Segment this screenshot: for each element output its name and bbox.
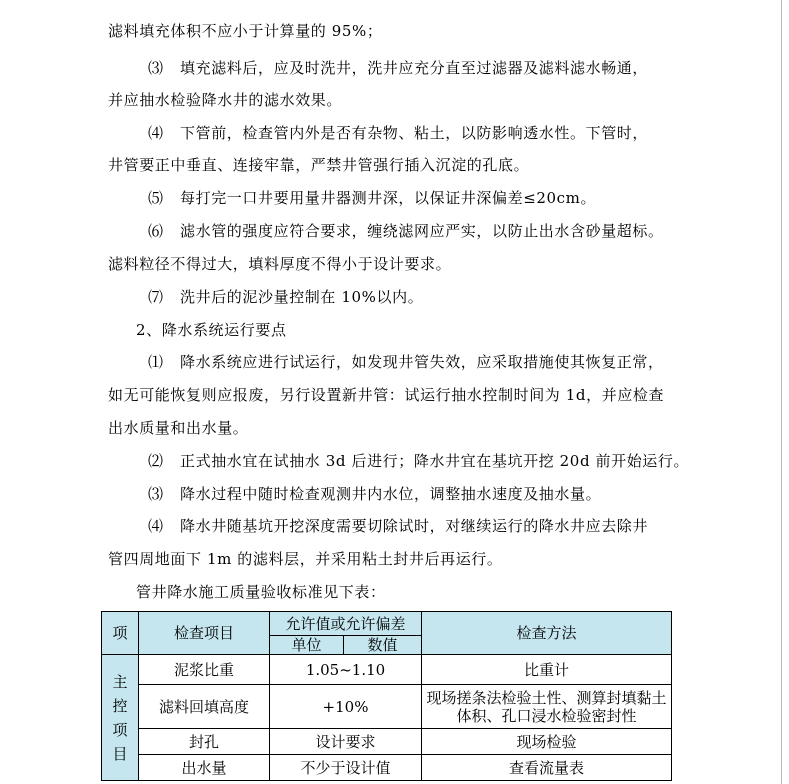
header-cell: 允许值或允许偏差 xyxy=(270,612,422,636)
table-row xyxy=(102,755,672,781)
paragraph-line: 滤料粒径不得过大，填料厚度不得小于设计要求。 xyxy=(108,255,452,273)
paragraph-line: ⑸ 每打完一口井要用量井器测井深，以保证井深偏差≤20cm。 xyxy=(148,189,597,207)
table-cell: 滤料回填高度 xyxy=(139,685,270,729)
table-cell: 出水量 xyxy=(139,755,270,781)
paragraph-line: 滤料填充体积不应小于计算量的 95%； xyxy=(108,22,383,40)
paragraph-line: ⑶ 填充滤料后，应及时洗井，洗井应充分直至过滤器及滤料滤水畅通， xyxy=(148,59,649,77)
table-row xyxy=(102,729,672,755)
table-cell: 设计要求 xyxy=(270,729,422,755)
table-cell: 1.05~1.10 xyxy=(270,655,422,685)
table-cell: 现场搓条法检验土性、测算封填黏土体积、孔口浸水检验密封性 xyxy=(422,685,672,729)
paragraph-line: ⑺ 洗井后的泥沙量控制在 10%以内。 xyxy=(148,288,424,306)
paragraph-line: ⑷ 降水井随基坑开挖深度需要切除试时，对继续运行的降水井应去除井 xyxy=(148,517,649,535)
header-cell: 检查项目 xyxy=(139,612,270,655)
section-heading: 2、降水系统运行要点 xyxy=(136,321,287,339)
table-cell: 封孔 xyxy=(139,729,270,755)
table-row xyxy=(102,655,672,685)
table-cell: 不少于设计值 xyxy=(270,755,422,781)
table-caption: 管井降水施工质量验收标准见下表： xyxy=(136,583,386,601)
table-cell: 比重计 xyxy=(422,655,672,685)
table-cell: 泥浆比重 xyxy=(139,655,270,685)
page-right-border xyxy=(781,0,782,784)
paragraph-line: 井管要正中垂直、连接牢靠，严禁井管强行插入沉淀的孔底。 xyxy=(108,156,530,174)
paragraph-line: ⑵ 正式抽水宜在试抽水 3d 后进行；降水井宜在基坑开挖 20d 前开始运行。 xyxy=(148,452,690,470)
header-cell: 项 xyxy=(102,612,139,655)
paragraph-line: 出水质量和出水量。 xyxy=(108,419,249,437)
table-cell: +10% xyxy=(270,685,422,729)
table-cell: 现场检验 xyxy=(422,729,672,755)
paragraph-line: ⑹ 滤水管的强度应符合要求，缠绕滤网应严实，以防止出水含砂量超标。 xyxy=(148,222,664,240)
paragraph-line: ⑷ 下管前，检查管内外是否有杂物、粘土，以防影响透水性。下管时， xyxy=(148,124,649,142)
table-row xyxy=(102,685,672,729)
quality-acceptance-table xyxy=(101,611,672,781)
table-cell: 查看流量表 xyxy=(422,755,672,781)
header-cell: 数值 xyxy=(344,636,422,655)
paragraph-line: 如无可能恢复则应报废，另行设置新井管：试运行抽水控制时间为 1d，并应检查 xyxy=(108,386,665,404)
paragraph-line: ⑴ 降水系统应进行试运行，如发现井管失效，应采取措施使其恢复正常， xyxy=(148,353,664,371)
header-cell: 单位 xyxy=(270,636,344,655)
paragraph-line: ⑶ 降水过程中随时检查观测井内水位，调整抽水速度及抽水量。 xyxy=(148,485,602,503)
paragraph-line: 管四周地面下 1m 的滤料层，并采用粘土封井后再运行。 xyxy=(108,550,503,568)
header-cell: 检查方法 xyxy=(422,612,672,655)
paragraph-line: 并应抽水检验降水井的滤水效果。 xyxy=(108,91,343,109)
group-label-cell: 主控项目 xyxy=(102,655,139,781)
